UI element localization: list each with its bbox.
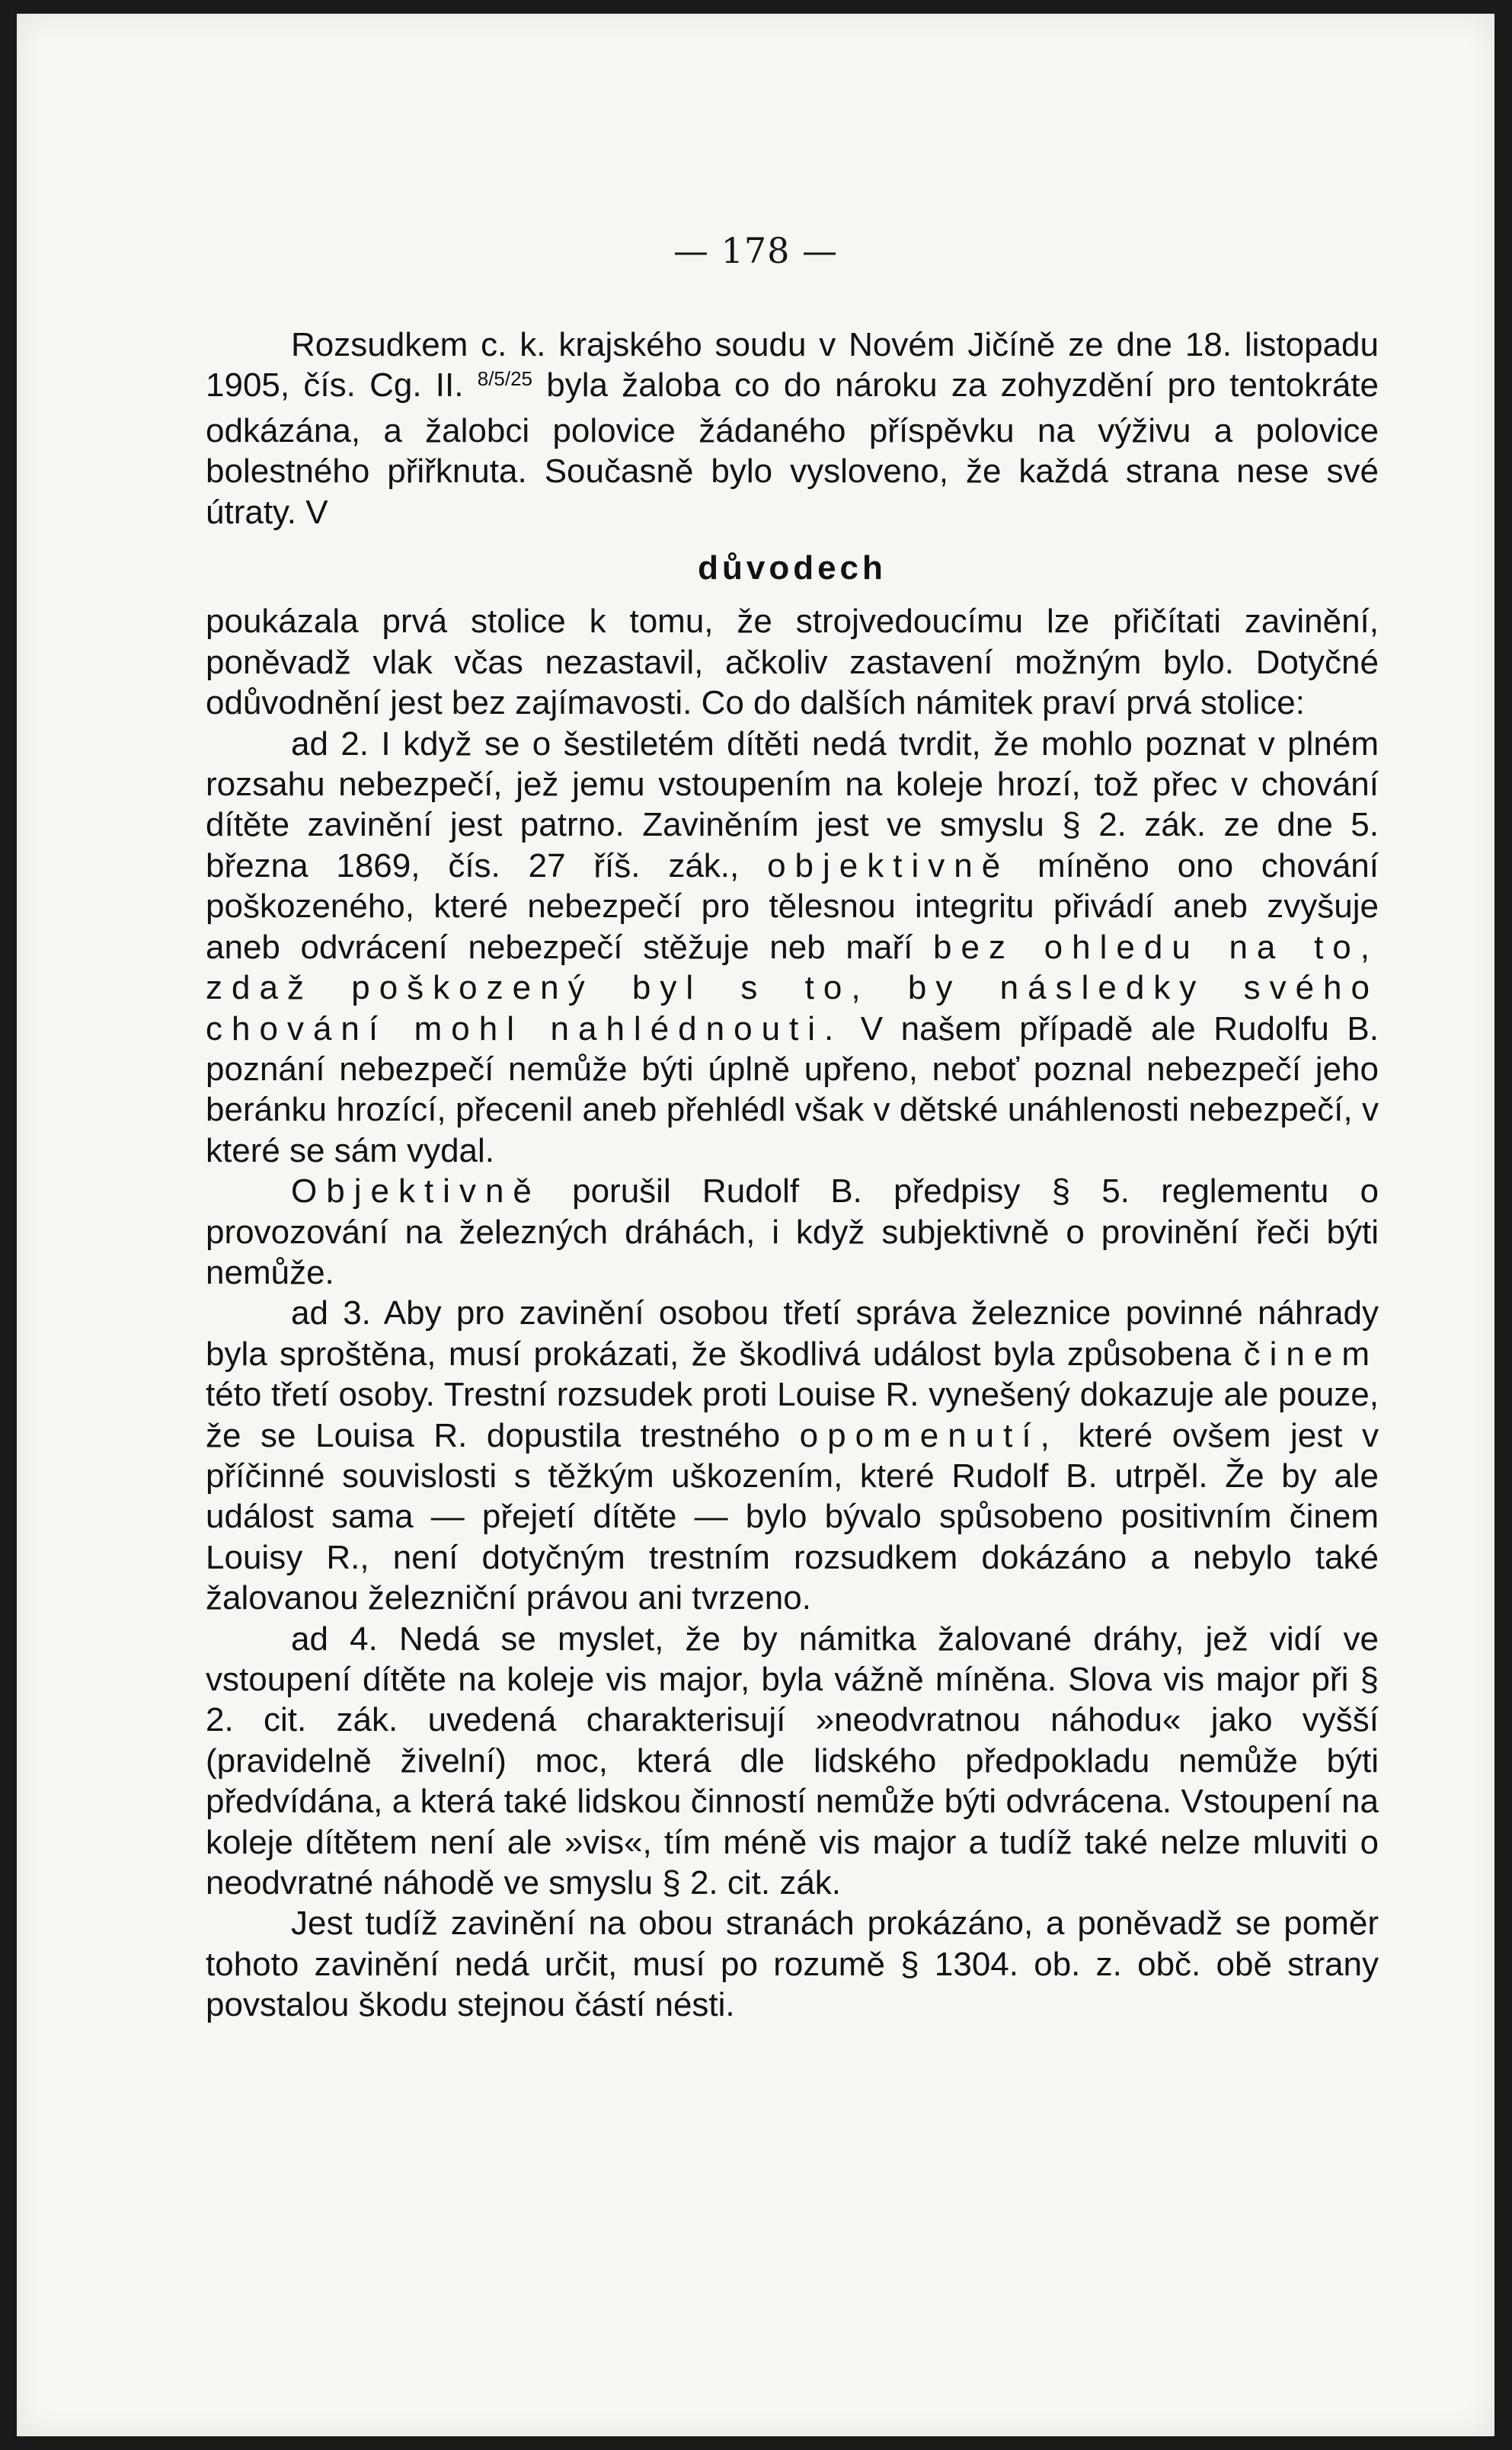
ad3-spaced-1: činem bbox=[1243, 1335, 1379, 1373]
ad3-text-2: této třetí osoby. Trestní rozsudek proti Louise R. vynešený dokazuje ale pouze, že se Louisa R. dopustila trestného bbox=[206, 1376, 1379, 1454]
ad3-text-3: které ovšem jest v příčinné souvislosti s těžkým uškozením, které Rudolf B. utrpěl. Že by ale událost sama — přejetí dítěte — bylo bývalo spůsobeno positivním činem Louisy R., není dotyčným trestním rozsudkem dokázáno a nebylo také žalovanou železniční právou ani tvrzeno. bbox=[206, 1416, 1379, 1617]
ad3-text-1: ad 3. Aby pro zavinění osobou třetí správa železnice povinné náhrady byla sproštěna, musí prokázati, že škodlivá událost byla způsobena bbox=[206, 1294, 1379, 1373]
paragraph-ad-4: ad 4. Nedá se myslet, že by námitka žalované dráhy, jež vidí ve vstoupení dítěte na koleje vis major, byla vážně míněna. Slova vis major při § 2. cit. zák. uvedená charakterisují »neodvratnou náhodu« jako vyšší (pravidelně živelní) moc, která dle lidského předpokladu nemůže býti předvídána, a která také lidskou činností nemůže býti odvrácena. Vstoupení na koleje dítětem není ale »vis«, tím méně vis major a tudíž také nelze mluviti o neodvratné náhodě ve smyslu § 2. cit. zák. bbox=[206, 1620, 1379, 1902]
paragraph-1: poukázala prvá stolice k tomu, že strojvedoucímu lze přičítati zavinění, poněvadž vlak včas nezastavil, ačkoliv zastavení možným bylo. Dotyčné odůvodnění jest bez zajímavosti. Co do dalších námitek praví prvá stolice: bbox=[206, 603, 1379, 722]
ad2-text-3: V našem případě ale Rudolfu B. poznání nebezpečí nemůže býti úplně upřeno, neboť poznal nebezpečí jeho beránku hrozící, přecenil aneb přehlédl však v dětské unáhlenosti nebezpečí, v které se sám vydal. bbox=[206, 1009, 1379, 1169]
page-body bbox=[206, 325, 1379, 2026]
ad2-spaced-1: objektivně bbox=[767, 846, 1010, 884]
intro-text-1: Rozsudkem c. k. krajského soudu v Novém Jičíně ze dne 18. listopadu 1905, čís. Cg. II. bbox=[206, 326, 1379, 405]
paragraph-objektivne bbox=[206, 1171, 1379, 1293]
ad2-text-2: míněno ono chování poškozeného, které nebezpečí pro tělesnou integritu přivádí aneb zvyšuje aneb odvrácení nebezpečí stěžuje neb maří bbox=[206, 846, 1379, 966]
page-number: — 178 — bbox=[673, 230, 839, 271]
section-heading: důvodech bbox=[698, 549, 887, 587]
paragraph-ad-2 bbox=[206, 724, 1379, 1171]
objektivne-text: porušil Rudolf B. předpisy § 5. reglementu o provozování na železných dráhách, i když subjektivně o provinění řeči býti nemůže. bbox=[206, 1172, 1379, 1291]
document-page bbox=[17, 14, 1494, 2436]
objektivne-spaced: Objektivně bbox=[291, 1172, 541, 1211]
paragraph-conclusion: Jest tudíž zavinění na obou stranách prokázáno, a poněvadž se poměr tohoto zavinění nedá určit, musí po rozumě § 1304. ob. z. obč. obě strany povstalou škodu stejnou částí nésti. bbox=[206, 1905, 1379, 2024]
ad2-text-1: ad 2. I když se o šestiletém dítěti nedá tvrdit, že mohlo poznat v plném rozsahu nebezpečí, jež jemu vstoupením na koleje hrozí, tož přec v chování dítěte zavinění jest patrno. Zaviněním jest ve smyslu § 2. zák. ze dne 5. března 1869, čís. 27 říš. zák., bbox=[206, 724, 1379, 884]
paragraph-intro bbox=[206, 325, 1379, 533]
ad2-spaced-2: bez ohledu na to, zdaž poškozený byl s to, by následky svého chování mohl nahlédnouti. bbox=[206, 928, 1379, 1047]
paragraph-ad-3 bbox=[206, 1293, 1379, 1618]
case-number-fraction: 8/5/25 bbox=[477, 367, 533, 391]
intro-text-2: byla žaloba co do nároku za zohyzdění pro tentokráte odkázána, a žalobci polovice žádaného příspěvku na výživu a polovice bolestného přiřknuta. Současně bylo vysloveno, že každá strana nese své útraty. V bbox=[206, 366, 1379, 531]
ad3-spaced-2: opomenutí, bbox=[799, 1416, 1059, 1454]
